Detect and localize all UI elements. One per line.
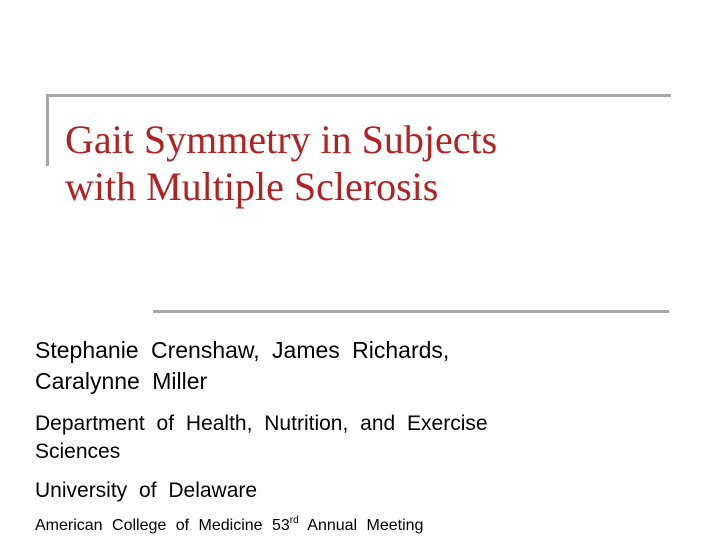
university: University of Delaware [35, 479, 258, 502]
title-bottom-rule [153, 310, 669, 313]
slide-title [65, 116, 665, 210]
slide-title-line-2: with Multiple Sclerosis [65, 164, 439, 209]
department-line-1: Department of Health, Nutrition, and Exercise [35, 412, 488, 435]
title-left-rule [46, 94, 49, 166]
department [35, 410, 685, 466]
title-top-rule [48, 94, 671, 97]
meeting-ordinal: rd [289, 515, 299, 526]
department-line-2: Sciences [35, 440, 121, 463]
slide-title-line-1: Gait Symmetry in Subjects [65, 117, 498, 162]
authors-line-2: Caralynne Miller [35, 368, 208, 394]
meeting [35, 511, 685, 536]
authors [35, 335, 685, 397]
meeting-suffix: Annual Meeting [298, 517, 424, 534]
meeting-prefix: American College of Medicine 53 [35, 517, 290, 534]
authors-line-1: Stephanie Crenshaw, James Richards, [35, 337, 450, 363]
